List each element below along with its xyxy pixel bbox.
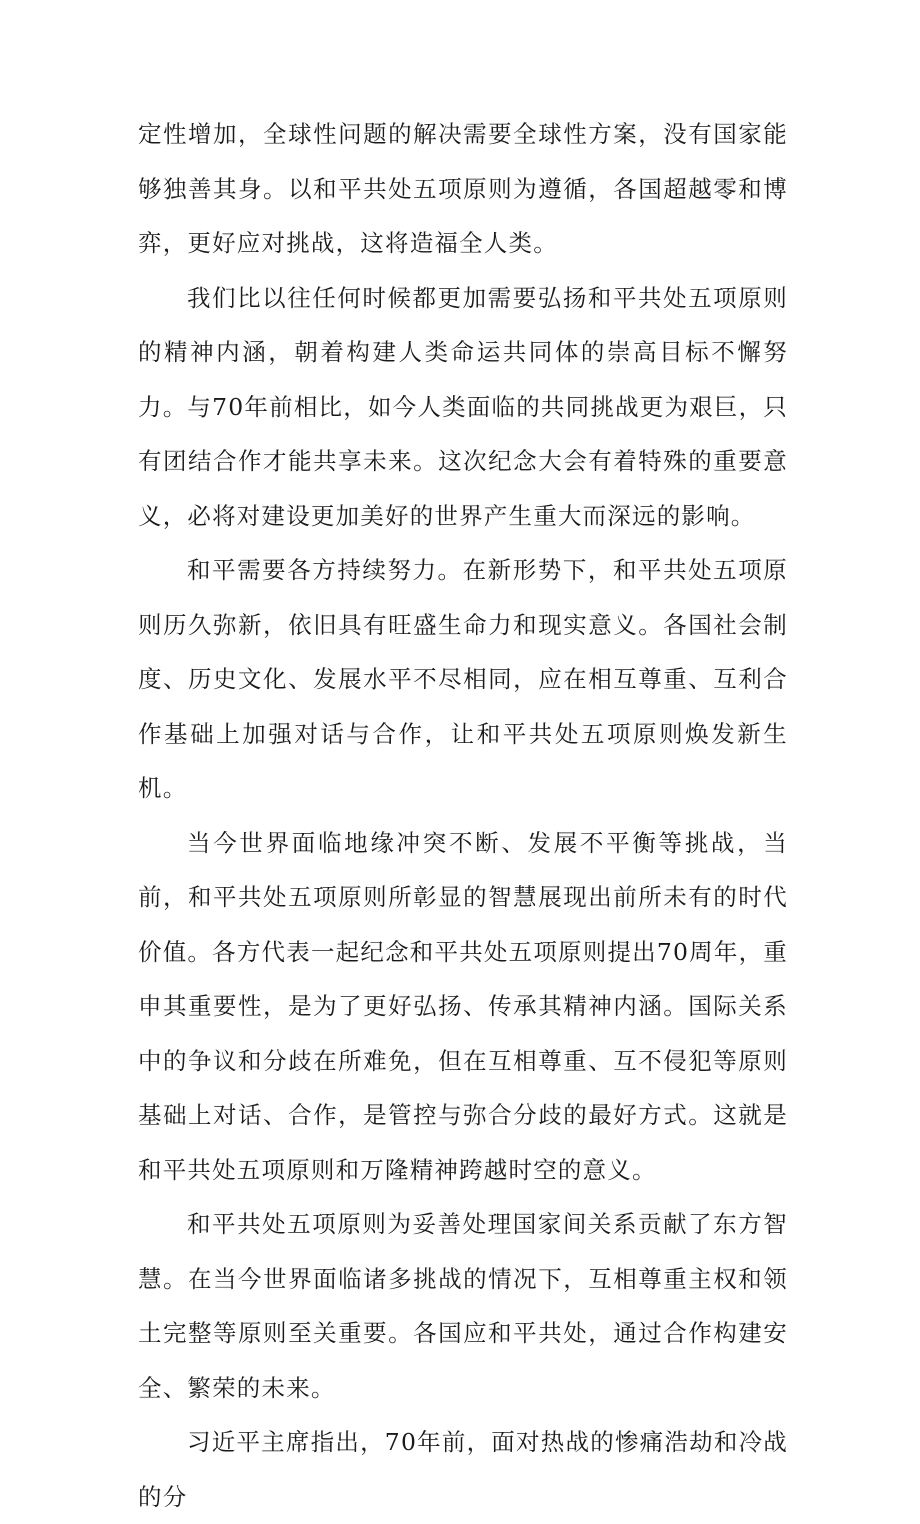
article-body [138,107,788,1524]
paragraph-5: 和平共处五项原则为妥善处理国家间关系贡献了东方智慧。在当今世界面临诸多挑战的情况下，互相尊重主权和领土完整等原则至关重要。各国应和平共处，通过合作构建安全、繁荣的未来。 [138,1210,788,1402]
paragraph-1: 定性增加，全球性问题的解决需要全球性方案，没有国家能够独善其身。以和平共处五项原则为遵循，各国超越零和博弈，更好应对挑战，这将造福全人类。 [138,120,788,257]
paragraph-2: 我们比以往任何时候都更加需要弘扬和平共处五项原则的精神内涵，朝着构建人类命运共同体的崇高目标不懈努力。与70年前相比，如今人类面临的共同挑战更为艰巨，只有团结合作才能共享未来。这次纪念大会有着特殊的重要意义，必将对建设更加美好的世界产生重大而深远的影响。 [138,283,788,530]
paragraph-6: 习近平主席指出，70年前，面对热战的惨痛浩劫和冷战的分 [138,1428,788,1511]
paragraph-3: 和平需要各方持续努力。在新形势下，和平共处五项原则历久弥新，依旧具有旺盛生命力和现实意义。各国社会制度、历史文化、发展水平不尽相同，应在相互尊重、互利合作基础上加强对话与合作，让和平共处五项原则焕发新生机。 [138,556,788,802]
paragraph-4: 当今世界面临地缘冲突不断、发展不平衡等挑战，当前，和平共处五项原则所彰显的智慧展现出前所未有的时代价值。各方代表一起纪念和平共处五项原则提出70周年，重申其重要性，是为了更好弘扬、传承其精神内涵。国际关系中的争议和分歧在所难免，但在互相尊重、互不侵犯等原则基础上对话、合作，是管控与弥合分歧的最好方式。这就是和平共处五项原则和万隆精神跨越时空的意义。 [138,828,788,1184]
